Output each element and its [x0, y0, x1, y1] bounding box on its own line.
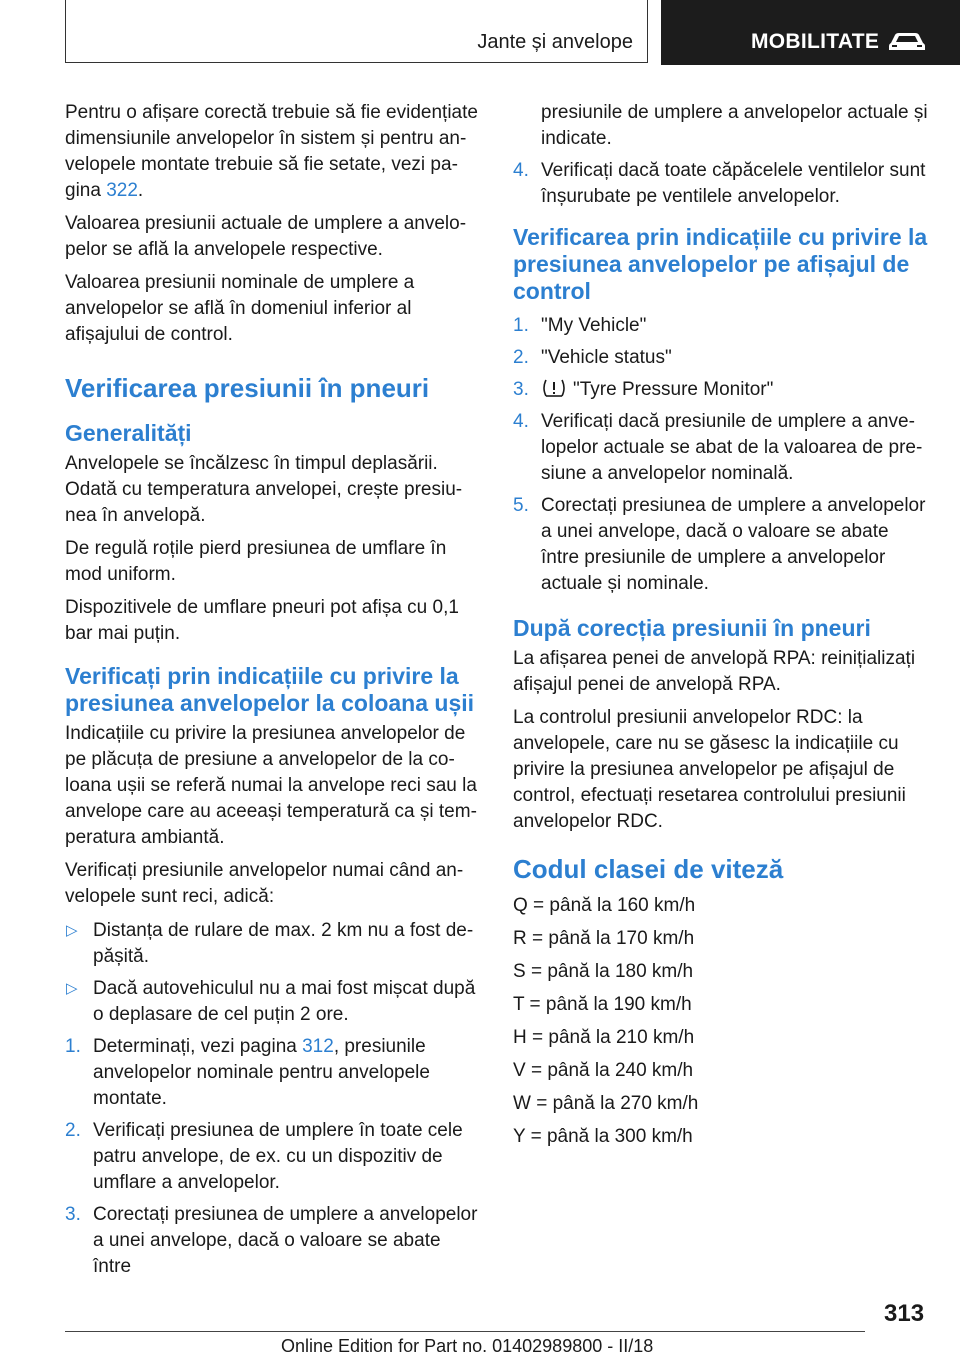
paragraph-general-1: Anvelopele se încălzesc în timpul deplasării. Odată cu temperatura anvelopei, crește presiunea în anvelopă.	[65, 453, 463, 526]
chapter-title: MOBILITATE	[751, 30, 880, 53]
tire-pressure-icon	[541, 377, 567, 399]
list-item: 1. "My Vehicle"	[513, 315, 647, 336]
speed-code-line: W = până la 270 km/h	[513, 1093, 699, 1114]
list-item: 3. Corectați presiunea de umplere a anvelopelor a unei anvelope, dacă o valoare se abate între	[65, 1204, 478, 1277]
paragraph-door-2: Verificați presiunile anvelopelor numai când anvelopele sunt reci, adică:	[65, 860, 464, 907]
bullet-triangle-icon: ▷	[66, 922, 78, 939]
heading-door-pillar: Verificați prin indicațiile cu privire la presiunea anvelopelor la coloana ușii	[65, 663, 475, 716]
list-item: 3. "Tyre Pressure Monitor"	[513, 379, 774, 400]
paragraph-nominal-pressure: Valoarea presiunii nominale de umplere a anvelopelor se află în domeniul inferior al afișajului de control.	[65, 272, 415, 345]
speed-code-line: Q = până la 160 km/h	[513, 895, 696, 916]
paragraph-after-2: La controlul presiunii anvelopelor RDC: la anvelopele, care nu se găsesc la indicațiile cu privire la presiunea anvelopelor pe afișajul de control, efectuați resetarea controlului presiunii anvelopelor RDC.	[513, 707, 906, 832]
list-item: 5. Corectați presiunea de umplere a anvelopelor a unei anvelope, dacă o valoare se abate între presiunile de umplere a anvelopelor actuale și nominale.	[513, 495, 926, 594]
speed-code-line: V = până la 240 km/h	[513, 1060, 694, 1081]
paragraph-after-1: La afișarea penei de anvelopă RPA: reinițializați afișajul penei de anvelopă RPA.	[513, 648, 916, 695]
page-link-312[interactable]: 312	[302, 1036, 334, 1057]
heading-general: Generalități	[65, 420, 192, 446]
page-number: 313	[884, 1300, 925, 1327]
speed-code-line: S = până la 180 km/h	[513, 961, 694, 982]
paragraph-door-1: Indicațiile cu privire la presiunea anvelopelor de pe plăcuța de presiune a anvelopelor de la coloana ușii se referă numai la anvelope reci sau la anvelope care au aceeași temperatură ca și temperatura ambiantă.	[65, 723, 477, 848]
list-item: presiunile de umplere a anvelopelor actuale și indicate.	[541, 102, 928, 149]
heading-speed-class: Codul clasei de viteză	[513, 854, 784, 884]
list-item: 4. Verificați dacă presiunile de umplere a anvelopelor actuale se abat de la valoarea de presiune a anvelopelor nominală.	[513, 411, 923, 484]
heading-after-correction: După corecția presiunii în pneuri	[513, 615, 871, 641]
speed-code-line: T = până la 190 km/h	[513, 994, 692, 1015]
speed-code-line: H = până la 210 km/h	[513, 1027, 695, 1048]
list-item: 1. Determinați, vezi pagina 312, presiunile anvelopelor nominale pentru anvelopele montate.	[65, 1036, 430, 1109]
paragraph-actual-pressure: Valoarea presiunii actuale de umplere a anvelopelor se află la anvelopele respective.	[65, 213, 467, 260]
footer-divider	[65, 1331, 865, 1332]
list-item: ▷ Dacă autovehiculul nu a mai fost mișcat după o deplasare de cel puțin 2 ore.	[66, 978, 476, 1025]
edition-note: Online Edition for Part no. 01402989800 - II/18	[281, 1336, 654, 1356]
speed-code-line: R = până la 170 km/h	[513, 928, 695, 949]
heading-check-pressure: Verificarea presiunii în pneuri	[65, 373, 430, 403]
list-item: 4. Verificați dacă toate căpăcelele ventilelor sunt înșurubate pe ventilele anvelopelor.	[513, 160, 926, 207]
paragraph-general-2: De regulă roțile pierd presiunea de umflare în mod uniform.	[65, 538, 447, 585]
heading-control-display: Verificarea prin indicațiile cu privire la presiunea anvelopelor pe afișajul de control	[513, 224, 928, 304]
left-column	[65, 100, 478, 1286]
header-section-box	[65, 0, 648, 63]
speed-code-line: Y = până la 300 km/h	[513, 1126, 693, 1147]
list-item: ▷ Distanța de rulare de max. 2 km nu a fost depășită.	[66, 920, 474, 967]
right-column	[513, 100, 928, 1157]
paragraph-display-note: Pentru o afișare corectă trebuie să fie evidențiate dimensiunile anvelopelor în sistem și pentru anvelopele montate trebuie să fie setate, vezi pagina 322.	[65, 102, 478, 201]
list-item: 2. "Vehicle status"	[513, 347, 672, 368]
paragraph-general-3: Dispozitivele de umflare pneuri pot afișa cu 0,1 bar mai puțin.	[65, 597, 459, 644]
section-title: Jante și anvelope	[477, 31, 633, 53]
page-link-322[interactable]: 322	[106, 180, 138, 201]
car-icon	[887, 29, 927, 53]
header-chapter-box	[661, 0, 960, 65]
bullet-triangle-icon: ▷	[66, 980, 78, 997]
list-item: 2. Verificați presiunea de umplere în toate cele patru anvelope, de ex. cu un dispozitiv de umflare a anvelopelor.	[65, 1120, 463, 1193]
